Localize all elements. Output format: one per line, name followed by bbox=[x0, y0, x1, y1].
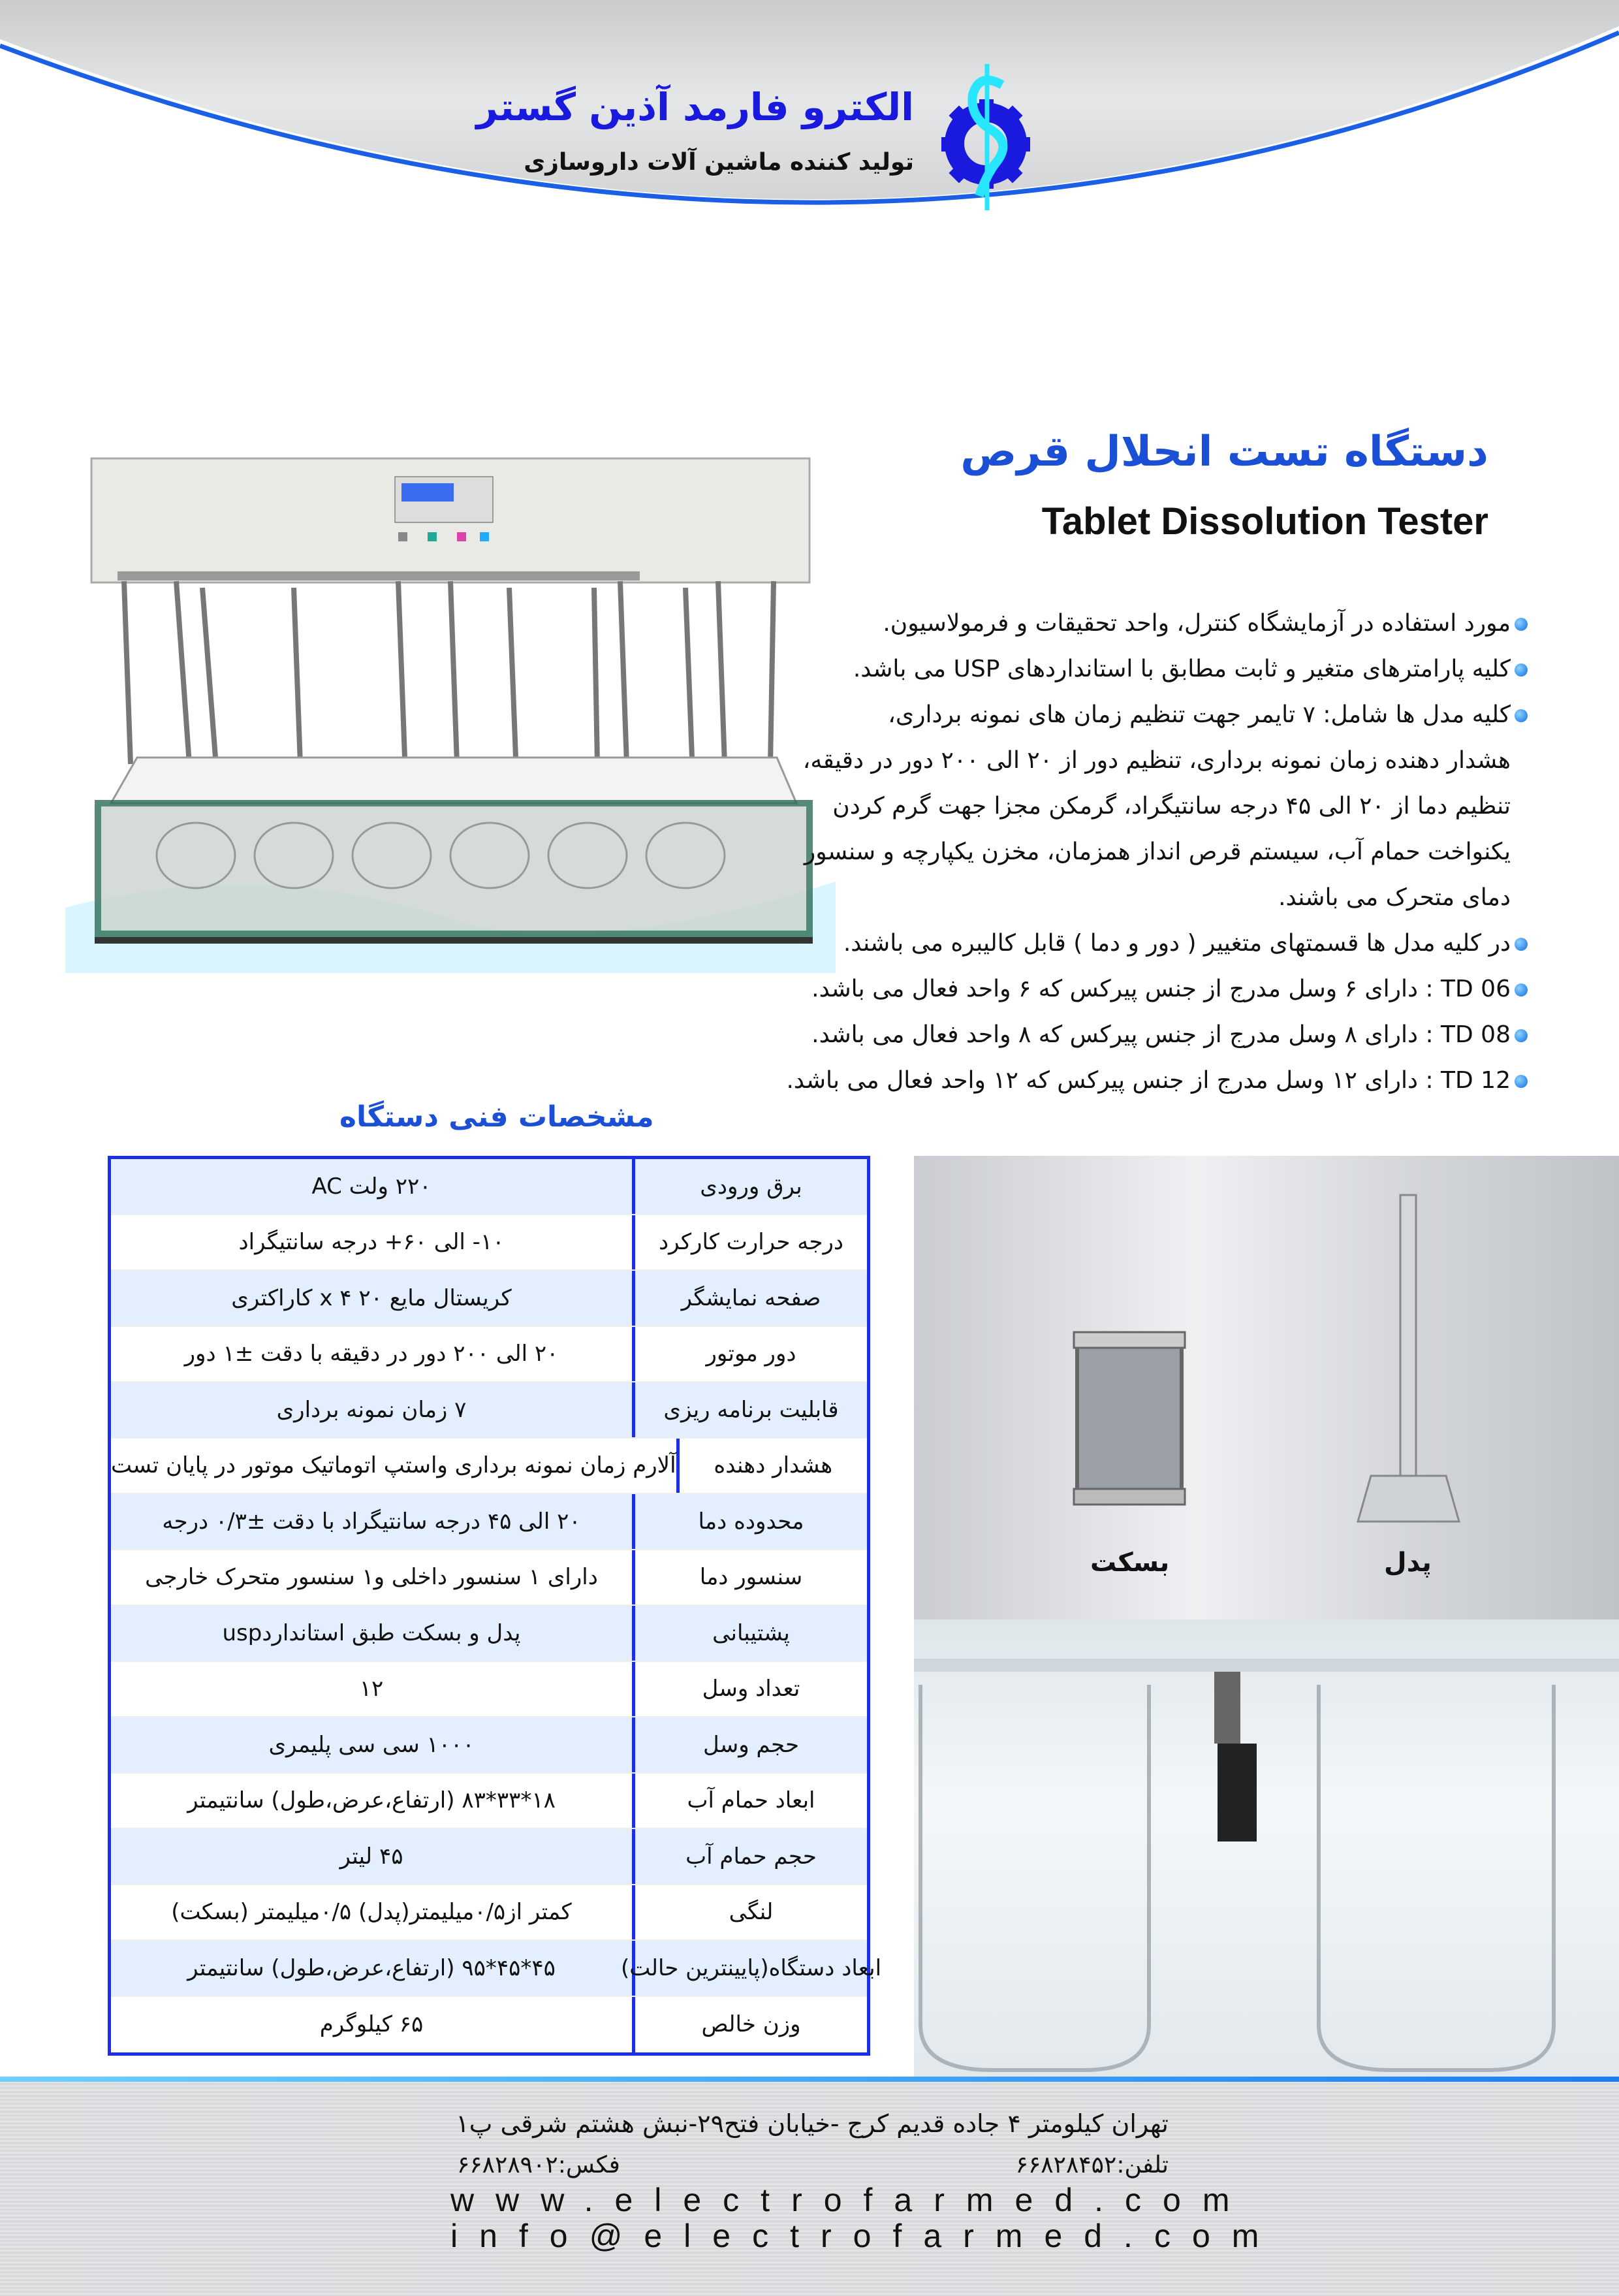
company-logo-icon bbox=[940, 59, 1038, 215]
spec-label: تعداد وسل bbox=[632, 1662, 867, 1717]
spec-row bbox=[111, 1606, 867, 1662]
spec-row bbox=[111, 1997, 867, 2053]
spec-row bbox=[111, 1717, 867, 1774]
spec-value: ۱۰- الی ۶۰+ درجه سانتیگراد bbox=[238, 1229, 505, 1256]
bullet-icon bbox=[1515, 663, 1528, 677]
paddle-label: پدل bbox=[1384, 1548, 1432, 1578]
spec-label: محدوده دما bbox=[632, 1494, 867, 1549]
feature-item: در کلیه مدل ها قسمتهای متغییر ( دور و دما ) قابل کالیبره می باشند. bbox=[757, 921, 1528, 966]
spec-label: صفحه نمایشگر bbox=[632, 1271, 867, 1326]
header-banner bbox=[0, 0, 1619, 248]
product-title-fa: دستگاه تست انحلال قرص bbox=[960, 428, 1488, 476]
spec-label: وزن خالص bbox=[632, 1997, 867, 2053]
bullet-icon bbox=[1515, 618, 1528, 631]
spec-value: آلارم زمان نمونه برداری واستپ اتوماتیک موتور در پایان تست bbox=[111, 1452, 676, 1479]
spec-row bbox=[111, 1159, 867, 1215]
footer-fax: فکس:۶۶۸۲۸۹۰۲ bbox=[457, 2152, 620, 2178]
spec-value: پدل و بسکت طبق استانداردusp bbox=[222, 1619, 521, 1646]
spec-value: ۱۰۰۰ سی سی پلیمری bbox=[268, 1731, 475, 1758]
spec-label: دور موتور bbox=[632, 1327, 867, 1382]
vessels-photo bbox=[914, 1619, 1619, 2077]
feature-item-td12: TD 12 : دارای ۱۲ وسل مدرج از جنس پیرکس که ۱۲ واحد فعال می باشد. bbox=[757, 1058, 1528, 1104]
spec-row bbox=[111, 1327, 867, 1383]
spec-row bbox=[111, 1941, 882, 1997]
company-tagline: تولید کننده ماشین آلات داروسازی bbox=[524, 149, 914, 176]
spec-value: ۲۰ الی ۲۰۰ دور در دقیقه با دقت ±۱ دور bbox=[184, 1341, 559, 1367]
bullet-icon bbox=[1515, 983, 1528, 997]
spec-label: درجه حرارت کارکرد bbox=[632, 1215, 867, 1270]
bullet-icon bbox=[1515, 1029, 1528, 1042]
spec-label: لنگی bbox=[632, 1885, 867, 1940]
company-name: الکترو فارمد آذین گستر bbox=[476, 85, 914, 129]
spec-label: ابعاد حمام آب bbox=[632, 1774, 867, 1828]
spec-value: ۲۲۰ ولت AC bbox=[311, 1173, 432, 1200]
spec-value: ۶۵ کیلوگرم bbox=[319, 2011, 424, 2038]
spec-label: برق ورودی bbox=[632, 1159, 867, 1214]
feature-item: کلیه پارامترهای متغیر و ثابت مطابق با استانداردهای USP می باشد. bbox=[757, 646, 1528, 692]
spec-label: حجم وسل bbox=[632, 1717, 867, 1772]
spec-row bbox=[111, 1550, 867, 1606]
feature-item: مورد استفاده در آزمایشگاه کنترل، واحد تحقیقات و فرمولاسیون. bbox=[757, 601, 1528, 646]
dissolution-tester-photo bbox=[65, 451, 836, 973]
footer-email[interactable]: info@electrofarmed.com bbox=[450, 2218, 1281, 2254]
footer bbox=[0, 2077, 1619, 2296]
bullet-icon bbox=[1515, 709, 1528, 722]
spec-row bbox=[111, 1215, 867, 1271]
feature-item-td06: TD 06 : دارای ۶ وسل مدرج از جنس پیرکس که ۶ واحد فعال می باشد. bbox=[757, 966, 1528, 1012]
spec-row bbox=[111, 1662, 867, 1718]
spec-row bbox=[111, 1885, 867, 1941]
spec-value: دارای ۱ سنسور داخلی و۱ سنسور متحرک خارجی bbox=[145, 1564, 598, 1591]
footer-address: تهران کیلومتر ۴ جاده قدیم کرج -خیابان فتح۲۹-نبش هشتم شرقی پ۱ bbox=[456, 2109, 1169, 2138]
footer-phone: تلفن:۶۶۸۲۸۴۵۲ bbox=[1015, 2152, 1169, 2178]
specs-title: مشخصات فنی دستگاه bbox=[339, 1100, 654, 1134]
spec-value: ۲۰ الی ۴۵ درجه سانتیگراد با دقت ±۰/۳ درجه bbox=[162, 1508, 581, 1535]
spec-label: قابلیت برنامه ریزی bbox=[632, 1382, 867, 1437]
spec-value: کریستال مایع ۲۰ x ۴ کاراکتری bbox=[231, 1284, 512, 1311]
spec-label: حجم حمام آب bbox=[632, 1829, 867, 1884]
spec-value: ۴۵ لیتر bbox=[339, 1843, 403, 1870]
specs-table bbox=[108, 1156, 882, 2056]
spec-value: ۴۵*۴۵*۹۵ (ارتفاع،عرض،طول) سانتیمتر bbox=[187, 1954, 556, 1981]
feature-item: کلیه مدل ها شامل: ۷ تایمر جهت تنظیم زمان های نمونه برداری، هشدار دهنده زمان نمونه برداری، تنظیم دور از ۲۰ الی ۲۰۰ دور در دقیقه، تنظیم دما از ۲۰ الی ۴۵ درجه سانتیگراد، گرمکن مجزا جهت گرم کردن یکنواخت حمام آب، سیستم قرص انداز همزمان، مخزن یکپارچه و سنسور دمای متحرک می باشند. bbox=[757, 692, 1528, 921]
spec-row bbox=[111, 1439, 867, 1495]
spec-label: پشتیبانی bbox=[632, 1606, 867, 1661]
spec-value: ۱۲ bbox=[359, 1676, 384, 1702]
spec-value: ۷ زمان نمونه برداری bbox=[276, 1396, 467, 1423]
accessories-photo bbox=[914, 1156, 1619, 1619]
spec-row bbox=[111, 1829, 867, 1885]
basket-label: بسکت bbox=[1090, 1548, 1170, 1578]
spec-row bbox=[111, 1271, 867, 1327]
footer-website[interactable]: www.electrofarmed.com bbox=[450, 2182, 1251, 2218]
spec-label: ابعاد دستگاه(پایینترین حالت) bbox=[632, 1941, 867, 1996]
spec-label: هشدار دهنده bbox=[676, 1439, 867, 1493]
spec-value: کمتر از۰/۵میلیمتر(پدل) ۰/۵میلیمتر (بسکت) bbox=[171, 1899, 572, 1926]
footer-divider bbox=[0, 2077, 1619, 2082]
spec-row bbox=[111, 1494, 867, 1550]
spec-row bbox=[111, 1382, 867, 1439]
feature-item-td08: TD 08 : دارای ۸ وسل مدرج از جنس پیرکس که ۸ واحد فعال می باشد. bbox=[757, 1012, 1528, 1058]
spec-value: ۱۸*۳۳*۸۳ (ارتفاع،عرض،طول) سانتیمتر bbox=[187, 1787, 556, 1814]
spec-row bbox=[111, 1774, 867, 1830]
bullet-icon bbox=[1515, 938, 1528, 951]
bullet-icon bbox=[1515, 1075, 1528, 1088]
spec-label: سنسور دما bbox=[632, 1550, 867, 1605]
feature-list bbox=[757, 601, 1528, 1104]
product-title-en: Tablet Dissolution Tester bbox=[1041, 500, 1488, 543]
